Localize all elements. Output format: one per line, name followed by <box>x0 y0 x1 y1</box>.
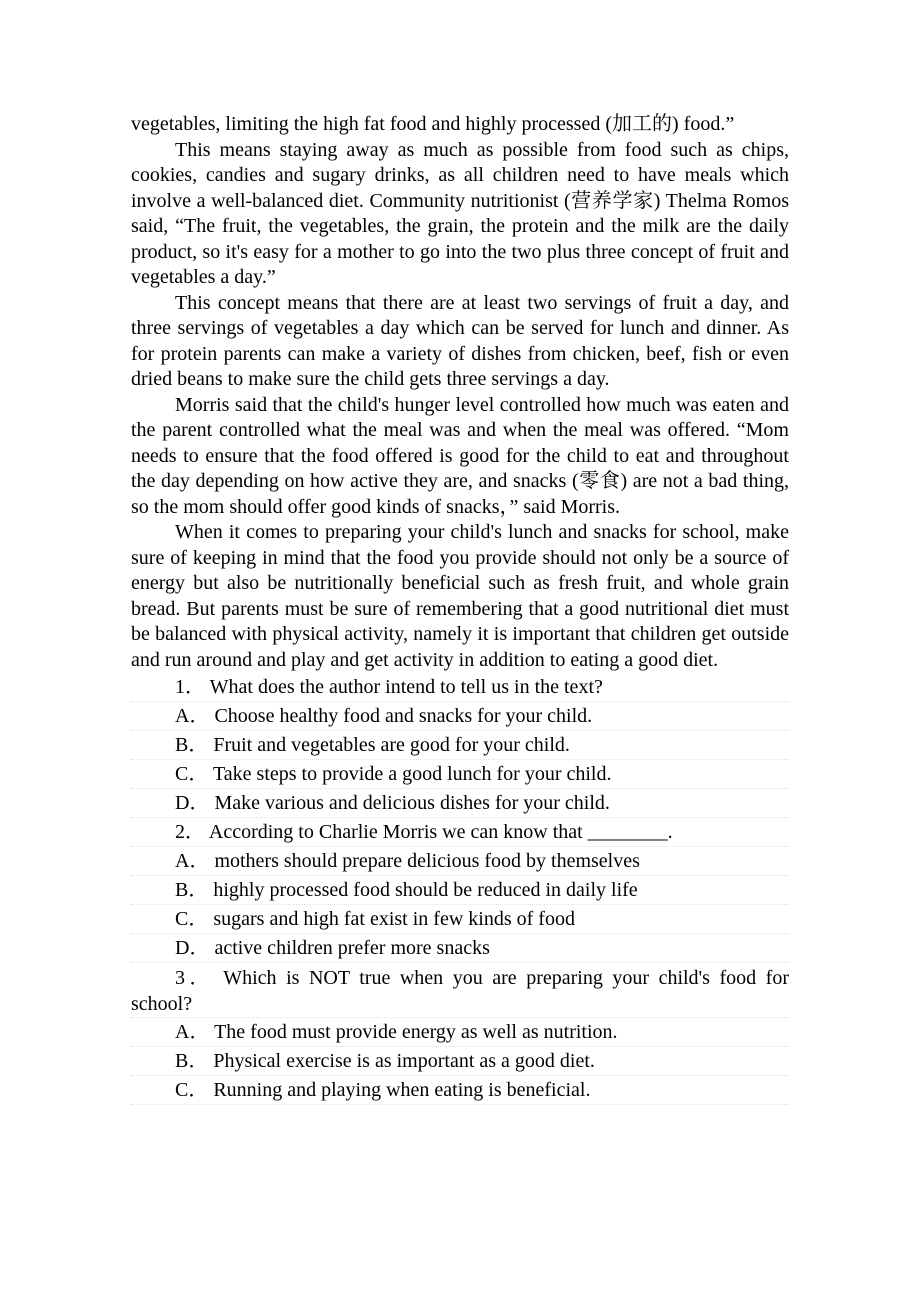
question-1-stem: 1． What does the author intend to tell us in the text? <box>131 673 789 702</box>
question-1-option-a: A． Choose healthy food and snacks for your child. <box>131 702 789 731</box>
question-1-option-b: B． Fruit and vegetables are good for your child. <box>131 731 789 760</box>
question-2-option-a: A． mothers should prepare delicious food by themselves <box>131 847 789 876</box>
document-page <box>131 112 789 1105</box>
question-2 <box>131 818 789 963</box>
question-3-option-a: A． The food must provide energy as well as nutrition. <box>131 1018 789 1047</box>
passage-paragraph-3: This concept means that there are at least two servings of fruit a day, and three servings of vegetables a day which can be served for lunch and dinner. As for protein parents can make a variety of dishes from chicken, beef, fish or even dried beans to make sure the child gets three servings a day. <box>131 291 789 390</box>
question-1-option-c: C． Take steps to provide a good lunch for your child. <box>131 760 789 789</box>
passage-paragraph-5: When it comes to preparing your child's lunch and snacks for school, make sure of keeping in mind that the food you provide should not only be a source of energy but also be nutritionally beneficial such as fresh fruit, and whole grain bread. But parents must be sure of remembering that a good nutritional diet must be balanced with physical activity, namely it is important that children get outside and run around and play and get activity in addition to eating a good diet. <box>131 521 789 671</box>
question-3 <box>131 963 789 1105</box>
question-2-option-b: B． highly processed food should be reduced in daily life <box>131 876 789 905</box>
passage-paragraph-4: Morris said that the child's hunger level controlled how much was eaten and the parent controlled what the meal was and when the meal was offered. “Mom needs to ensure that the food offered is good for the child to eat and throughout the day depending on how active they are, and snacks (零食) are not a bad thing, so the mom should offer good kinds of snacks，” said Morris. <box>131 393 789 518</box>
question-2-option-c: C． sugars and high fat exist in few kinds of food <box>131 905 789 934</box>
question-3-option-b: B． Physical exercise is as important as a good diet. <box>131 1047 789 1076</box>
question-2-option-d: D． active children prefer more snacks <box>131 934 789 963</box>
question-3-option-c: C． Running and playing when eating is beneficial. <box>131 1076 789 1105</box>
question-3-stem: 3． Which is NOT true when you are preparing your child's food for school? <box>131 965 789 1018</box>
passage-paragraph-1: vegetables, limiting the high fat food and highly processed (加工的) food.” <box>131 113 735 135</box>
question-1 <box>131 673 789 818</box>
question-1-option-d: D． Make various and delicious dishes for your child. <box>131 789 789 818</box>
passage-paragraph-2: This means staying away as much as possible from food such as chips, cookies, candies and sugary drinks, as all children need to have meals which involve a well-balanced diet. Community nutritionist (营养学家) Thelma Romos said, “The fruit, the vegetables, the grain, the protein and the milk are the daily product, so it's easy for a mother to go into the two plus three concept of fruit and vegetables a day.” <box>131 138 789 288</box>
question-2-stem: 2． According to Charlie Morris we can know that ________. <box>131 818 789 847</box>
